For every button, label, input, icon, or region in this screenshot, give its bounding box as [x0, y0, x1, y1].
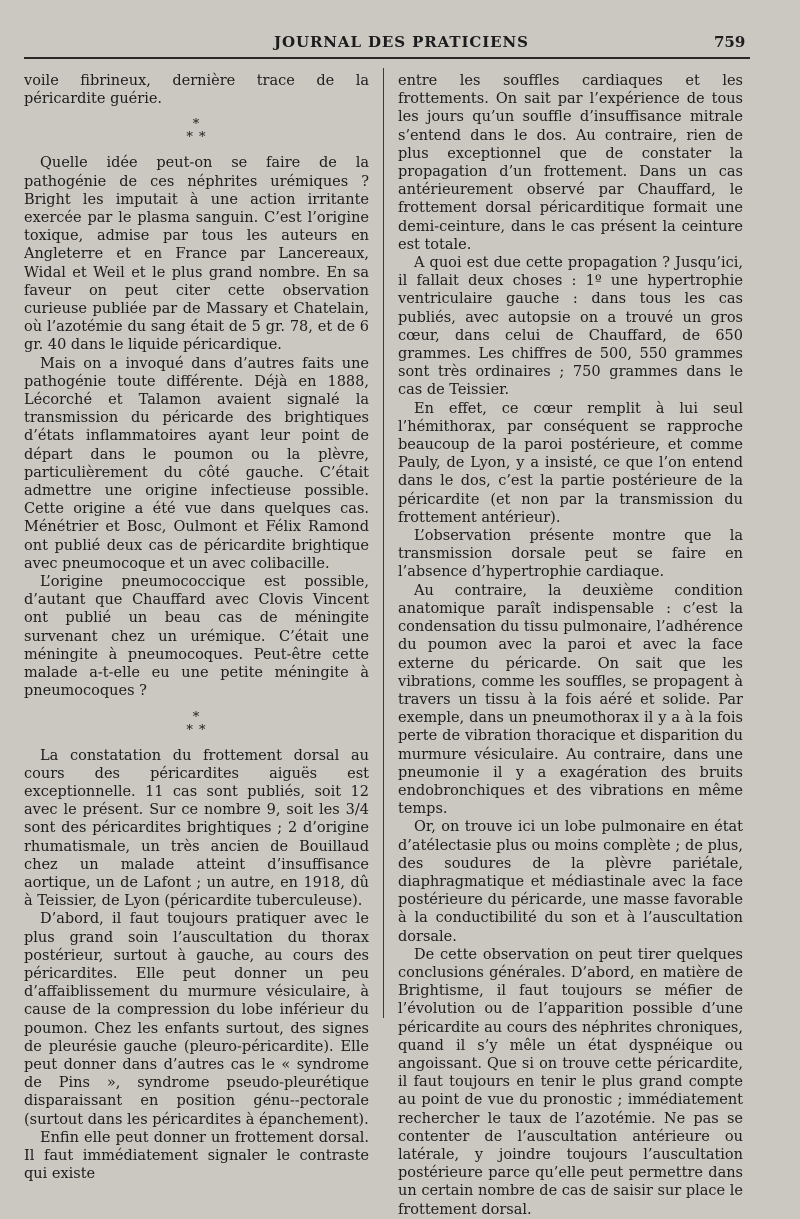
section-separator — [24, 118, 369, 144]
paragraph: La constatation du frottement dorsal au cours des péricardites aiguës est exceptionnelle. 11 cas sont publiés, soit 12 avec le présent. Sur ce nombre 9, soit les 3/4 sont des péricardites brightiques ; 2 d’origine rhumatismale, un très ancien de Bouillaud chez un malade atteint d’insuffisance aortique, un de Lafont ; un autre, en 1918, dû à Teissier, de Lyon (péricardite tuberculeuse). — [24, 747, 369, 910]
header-rule — [24, 57, 750, 59]
paragraph: Or, on trouve ici un lobe pulmonaire en état d’atélectasie plus ou moins complète ; de plus, des soudures de la plèvre pariétale, diaphragmatique et médiastinale avec la face postérieure du péricarde, une masse favorable à la conductibilité du son et à l’auscultation dorsale. — [398, 819, 743, 945]
column-divider — [383, 68, 384, 1018]
running-title: JOURNAL DES PRATICIENS — [274, 33, 529, 51]
separator-stars-bottom: * * — [186, 130, 207, 146]
section-separator — [24, 711, 369, 737]
page-number: 759 — [714, 33, 746, 51]
paragraph: De cette observation on peut tirer quelques conclusions générales. D’abord, en matière de Brightisme, il faut toujours se méfier de l’évolution ou de l’apparition possible d’une péricardite au cours des néphrites chroniques, quand il s’y mêle un état dyspnéique ou angoissant. Que si on trouve cette péricardite, il faut toujours en tenir le plus grand compte au point de vue du pronostic ; immédiatement rechercher le taux de l’azotémie. Ne pas se contenter de l’auscultation antérieure ou latérale, y joindre toujours l’auscultation postérieure parce qu’elle peut permettre dans un certain nombre de cas de saisir sur place le frottement dorsal. — [398, 946, 743, 1218]
separator-star-top: * — [192, 709, 201, 725]
page-header — [0, 0, 800, 60]
right-column — [398, 72, 743, 1219]
paragraph: En effet, ce cœur remplit à lui seul l’hémithorax, par conséquent se rapproche beaucoup de la paroi postérieure, et comme Pauly, de Lyon, y a insisté, ce que l’on entend dans le dos, c’est la partie postérieure de la péricardite (et non par la transmission du frottement antérieur). — [398, 400, 743, 526]
paragraph: Mais on a invoqué dans d’autres faits une pathogénie toute différente. Déjà en 1888, Lécorché et Talamon avaient signalé la transmission du péricarde des brightiques d’états inflammatoires ayant leur point de départ dans le poumon ou la plèvre, particulièrement du côté gauche. C’était admettre une origine infectieuse possible. Cette origine a été vue dans quelques cas. Ménétrier et Bosc, Oulmont et Félix Ramond ont publié deux cas de péricardite brightique avec pneumocoque et un avec colibacille. — [24, 355, 369, 572]
paragraph: L’observation présente montre que la transmission dorsale peut se faire en l’absence d’hypertrophie cardiaque. — [398, 528, 743, 581]
paragraph: D’abord, il faut toujours pratiquer avec le plus grand soin l’auscultation du thorax postérieur, surtout à gauche, au cours des péricardites. Elle peut donner un peu d’affaiblissement du murmure vésiculaire, à cause de la compression du lobe inférieur du poumon. Chez les enfants surtout, des signes de pleurésie gauche (pleuro-péricardite). Elle peut donner dans d’autres cas le « syndrome de Pins », syndrome pseudo-pleurétique disparaissant en position génu--pectorale (surtout dans les péricardites à épanchement). — [24, 911, 369, 1128]
separator-stars-bottom: * * — [186, 722, 207, 738]
separator-star-top: * — [192, 117, 201, 133]
paragraph: entre les souffles cardiaques et les frottements. On sait par l’expérience de tous les jours qu’un souffle d’insuffisance mitrale s’entend dans le dos. Au contraire, rien de plus exceptionnel que de constater la propagation d’un frottement. Dans un cas antérieurement observé par Chauffard, le frottement dorsal péricarditique formait une demi-ceinture, dans le cas présent la ceinture est totale. — [398, 73, 743, 253]
paragraph: voile fibrineux, dernière trace de la péricardite guérie. — [24, 73, 369, 108]
paragraph: A quoi est due cette propagation ? Jusqu’ici, il fallait deux choses : 1º une hypertrophie ventriculaire gauche : dans tous les cas publiés, avec autopsie on a trouvé un gros cœur, dans celui de Chauffard, de 650 grammes. Les chiffres de 500, 550 grammes sont très ordinaires ; 750 grammes dans le cas de Teissier. — [398, 255, 743, 399]
paragraph: L’origine pneumococcique est possible, d’autant que Chauffard avec Clovis Vincent ont publié un beau cas de méningite survenant chez un urémique. C’était une méningite à pneumocoques. Peut-être cette malade a-t-elle eu une petite méningite à pneumocoques ? — [24, 574, 369, 700]
left-column — [24, 72, 369, 1183]
paragraph: Enfin elle peut donner un frottement dorsal. Il faut immédiatement signaler le contraste qui existe — [24, 1129, 369, 1183]
paragraph: Quelle idée peut-on se faire de la pathogénie de ces néphrites urémiques ? Bright les imputait à une action irritante exercée par le plasma sanguin. C’est l’origine toxique, admise par tous les auteurs en Angleterre et en France par Lancereaux, Widal et Weil et le plus grand nombre. En sa faveur on peut citer cette observation curieuse publiée par de Massary et Chatelain, où l’azotémie du sang était de 5 gr. 78, et de 6 gr. 40 dans le liquide péricardique. — [24, 155, 369, 354]
paragraph: Au contraire, la deuxième condition anatomique paraît indispensable : c’est la condensation du tissu pulmonaire, l’adhérence du poumon avec la paroi et avec la face externe du péricarde. On sait que les vibrations, comme les souffles, se propagent à travers un tissu à la fois aéré et solide. Par exemple, dans un pneumothorax il y a à la fois perte de vibration thoracique et disparition du murmure vésiculaire. Au contraire, dans une pneumonie il y a exagération des bruits endobronchiques et des vibrations en même temps. — [398, 582, 743, 818]
